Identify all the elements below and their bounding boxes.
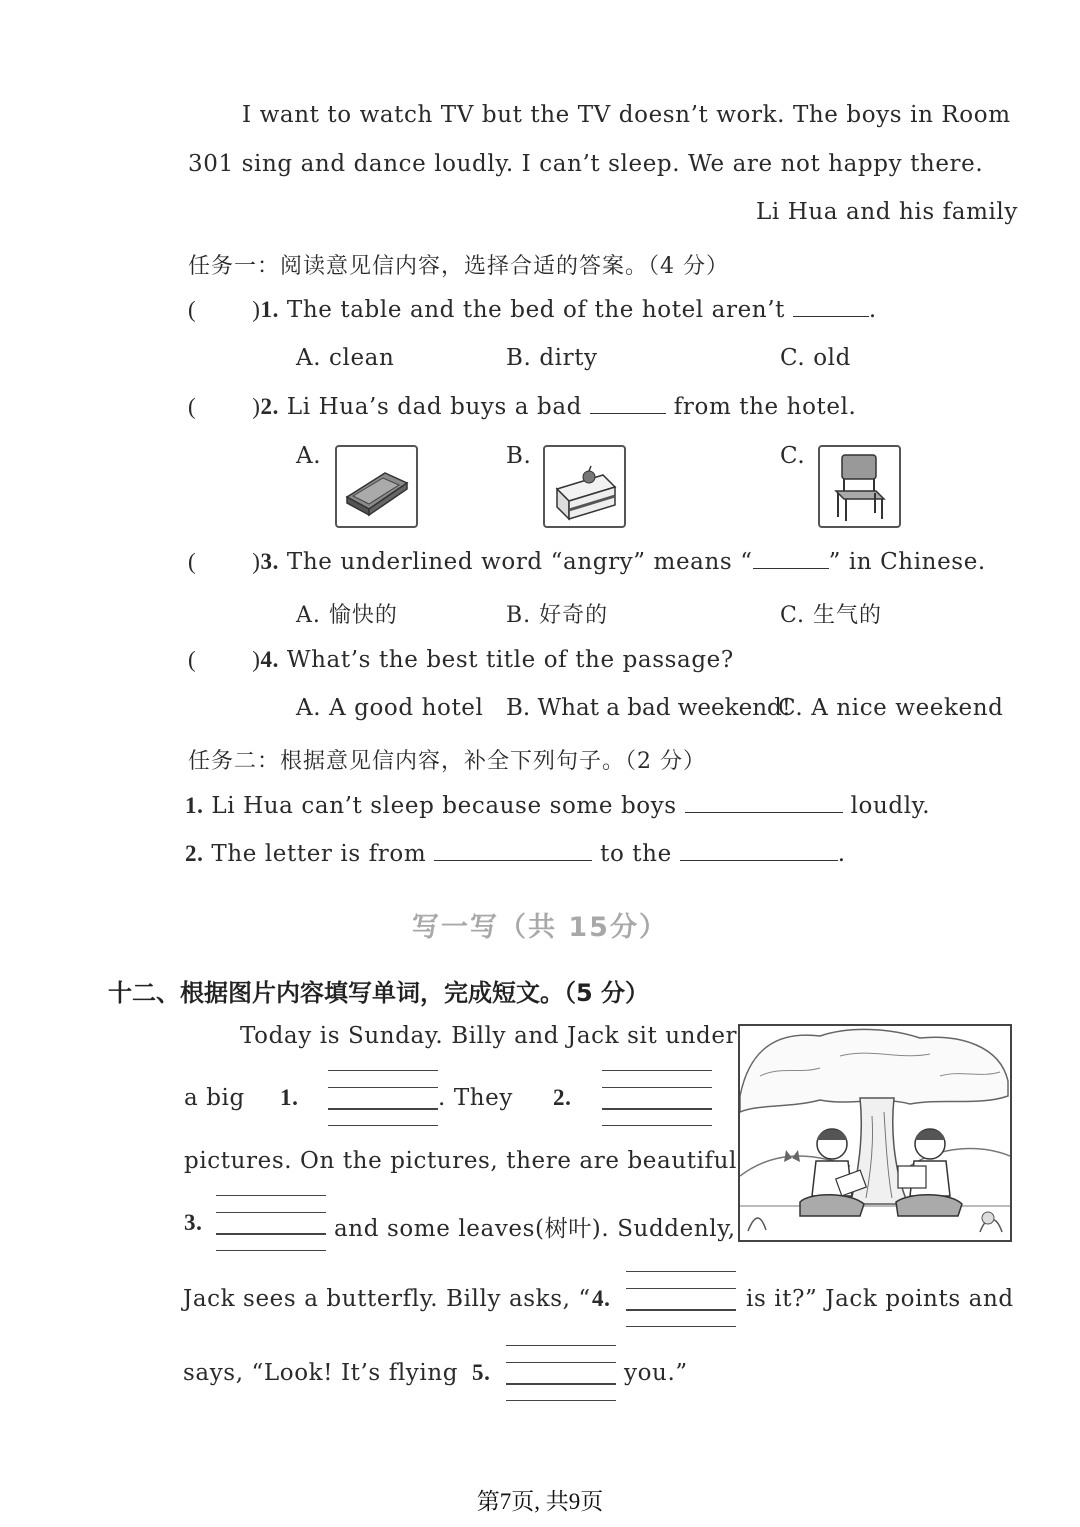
q3-row: [188, 549, 986, 575]
q1-option-b: B. dirty: [506, 345, 598, 371]
q1-option-a: A. clean: [296, 345, 395, 371]
answer-paren-open: (: [188, 297, 197, 322]
q12-line-6a: says, “Look! It’s flying: [183, 1360, 459, 1386]
answer-paren-close: ): [252, 297, 261, 322]
fill-blank[interactable]: [685, 812, 843, 813]
q3-option-a: A. 愉快的: [296, 603, 398, 628]
question-text-after: ” in Chinese.: [828, 549, 986, 575]
q1-row: [188, 297, 877, 323]
q12-line-1: Today is Sunday. Billy and Jack sit under: [240, 1023, 738, 1049]
question-text: The table and the bed of the hotel aren’t: [286, 297, 785, 323]
question-number: 4.: [260, 647, 279, 672]
q12-line-6b: you.”: [624, 1360, 688, 1386]
q3-option-b: B. 好奇的: [506, 603, 609, 628]
option-a-picture: [335, 445, 418, 528]
answer-paren-open: (: [188, 549, 197, 574]
chair-icon: [820, 447, 899, 526]
cake-icon: [545, 447, 624, 526]
sentence-number: 1.: [185, 793, 204, 818]
answer-paren-close: ): [252, 394, 261, 419]
task2-sentence-2: [185, 841, 846, 867]
passage-line-2: 301 sing and dance loudly. I can’t sleep. We are not happy there.: [188, 151, 984, 177]
question-number: 3.: [260, 549, 279, 574]
fill-blank[interactable]: [753, 568, 829, 569]
question-text: What’s the best title of the passage?: [286, 647, 734, 673]
blank-number-4: 4.: [592, 1286, 611, 1311]
answer-paren-open: (: [188, 394, 197, 419]
q2-option-b: B.: [506, 443, 532, 469]
blank-number-3: 3.: [184, 1210, 203, 1235]
blank-number-2: 2.: [553, 1085, 572, 1110]
scene-picture: [738, 1024, 1012, 1242]
blank-number-1: 1.: [280, 1085, 299, 1110]
q2-option-c: C.: [780, 443, 806, 469]
sentence-text: Li Hua can’t sleep because some boys: [211, 793, 677, 819]
page-footer: 第7页, 共9页: [476, 1489, 604, 1514]
q12-line-4: and some leaves(树叶). Suddenly,: [334, 1216, 736, 1242]
answer-paren-close: ): [252, 647, 261, 672]
task2-title: 任务二：根据意见信内容，补全下列句子。（2 分）: [188, 749, 706, 774]
q12-line-2a: a big: [184, 1085, 245, 1111]
sentence-text: The letter is from: [211, 841, 427, 867]
sentence-text-after: loudly.: [850, 793, 931, 819]
question-number: 2.: [260, 394, 279, 419]
q4-option-a: A. A good hotel: [296, 695, 484, 721]
question-end: .: [868, 297, 877, 323]
sentence-end: .: [837, 841, 846, 867]
q3-option-c: C. 生气的: [780, 603, 883, 628]
blank-number-5: 5.: [472, 1360, 491, 1385]
tree-boys-drawing-icon: [740, 1026, 1010, 1240]
section-heading: 写一写（共 15分）: [412, 912, 668, 943]
q1-option-c: C. old: [780, 345, 851, 371]
q2-option-a: A.: [296, 443, 322, 469]
q12-line-5b: is it?” Jack points and: [746, 1286, 1014, 1312]
sentence-number: 2.: [185, 841, 204, 866]
q4-row: [188, 647, 734, 673]
q2-row: [188, 394, 856, 420]
option-b-picture: [543, 445, 626, 528]
sentence-text-mid: to the: [600, 841, 672, 867]
answer-paren-close: ): [252, 549, 261, 574]
q12-title: 十二、根据图片内容填写单词，完成短文。（5 分）: [108, 979, 650, 1007]
fill-blank[interactable]: [434, 860, 592, 861]
question-text: The underlined word “angry” means “: [286, 549, 753, 575]
answer-paren-open: (: [188, 647, 197, 672]
task2-sentence-1: [185, 793, 930, 819]
q4-option-b: B. What a bad weekend!: [506, 695, 791, 721]
q12-line-5a: Jack sees a butterfly. Billy asks, “: [183, 1286, 591, 1312]
book-icon: [337, 447, 416, 526]
fill-blank[interactable]: [793, 316, 869, 317]
passage-line-1: I want to watch TV but the TV doesn’t work. The boys in Room: [242, 102, 1011, 128]
passage-signature: Li Hua and his family: [755, 199, 1018, 225]
option-c-picture: [818, 445, 901, 528]
question-number: 1.: [260, 297, 279, 322]
q12-line-2b: . They: [438, 1085, 513, 1111]
q12-line-3: pictures. On the pictures, there are beautiful: [184, 1148, 738, 1174]
question-text: Li Hua’s dad buys a bad: [286, 394, 582, 420]
q4-option-c: C. A nice weekend: [778, 695, 1004, 721]
question-text-after: from the hotel.: [673, 394, 857, 420]
fill-blank[interactable]: [680, 860, 838, 861]
fill-blank[interactable]: [590, 413, 666, 414]
task1-title: 任务一：阅读意见信内容，选择合适的答案。（4 分）: [188, 254, 729, 279]
